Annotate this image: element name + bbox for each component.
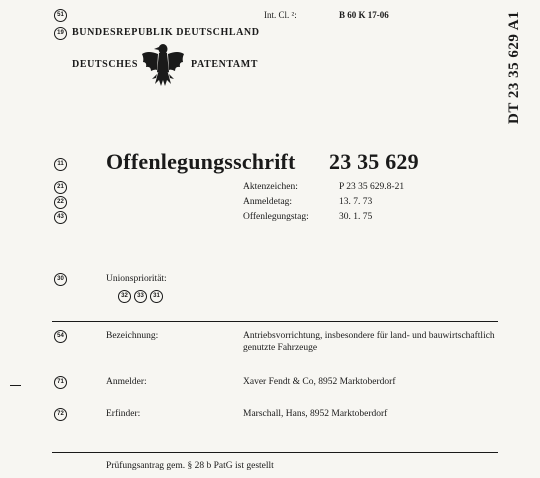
anmelder-label: Anmelder: — [106, 377, 147, 387]
inid-code-31: 31 — [150, 290, 163, 303]
inid-code-11: 11 — [54, 158, 67, 171]
document-number: 23 35 629 — [329, 149, 419, 174]
inid-code-30: 30 — [54, 273, 67, 286]
divider-top — [52, 321, 498, 322]
erfinder-value: Marschall, Hans, 8952 Marktoberdorf — [243, 409, 388, 419]
unionsprioritaet-label: Unionspriorität: — [106, 274, 167, 284]
inid-code-71: 71 — [54, 376, 67, 389]
bezeichnung-line-2: genutzte Fahrzeuge — [243, 343, 318, 353]
inid-code-54: 54 — [54, 330, 67, 343]
inid-code-22: 22 — [54, 196, 67, 209]
int-cl-value: B 60 K 17-06 — [339, 10, 389, 20]
document-type-title: Offenlegungsschrift — [106, 149, 296, 174]
inid-code-32: 32 — [118, 290, 131, 303]
side-document-number: DT 23 35 629 A1 — [506, 10, 522, 124]
inid-code-21: 21 — [54, 181, 67, 194]
erfinder-label: Erfinder: — [106, 409, 141, 419]
anmelder-value: Xaver Fendt & Co, 8952 Marktoberdorf — [243, 377, 396, 387]
aktenzeichen-value: P 23 35 629.8-21 — [339, 182, 405, 192]
anmeldetag-value: 13. 7. 73 — [339, 197, 373, 207]
inid-code-33: 33 — [134, 290, 147, 303]
inid-code-43: 43 — [54, 211, 67, 224]
bezeichnung-line-1: Antriebsvorrichtung, insbesondere für land- und bauwirtschaftlich — [243, 331, 495, 341]
divider-bottom — [52, 452, 498, 453]
inid-code-51: 51 — [54, 9, 67, 22]
country-heading: BUNDESREPUBLIK DEUTSCHLAND — [72, 27, 260, 38]
office-right-text: PATENTAMT — [191, 59, 259, 70]
office-left-text: DEUTSCHES — [72, 59, 138, 70]
pruefungsantrag-note: Prüfungsantrag gem. § 28 b PatG ist gestellt — [106, 461, 274, 471]
inid-code-19: 19 — [54, 27, 67, 40]
offenlegungstag-value: 30. 1. 75 — [339, 212, 373, 222]
int-cl-label: Int. Cl. ²: — [264, 10, 297, 20]
federal-eagle-icon — [140, 40, 186, 90]
offenlegungstag-label: Offenlegungstag: — [243, 212, 309, 222]
anmeldetag-label: Anmeldetag: — [243, 197, 293, 207]
bezeichnung-label: Bezeichnung: — [106, 331, 159, 341]
inid-code-72: 72 — [54, 408, 67, 421]
margin-mark — [10, 385, 21, 386]
aktenzeichen-label: Aktenzeichen: — [243, 182, 298, 192]
